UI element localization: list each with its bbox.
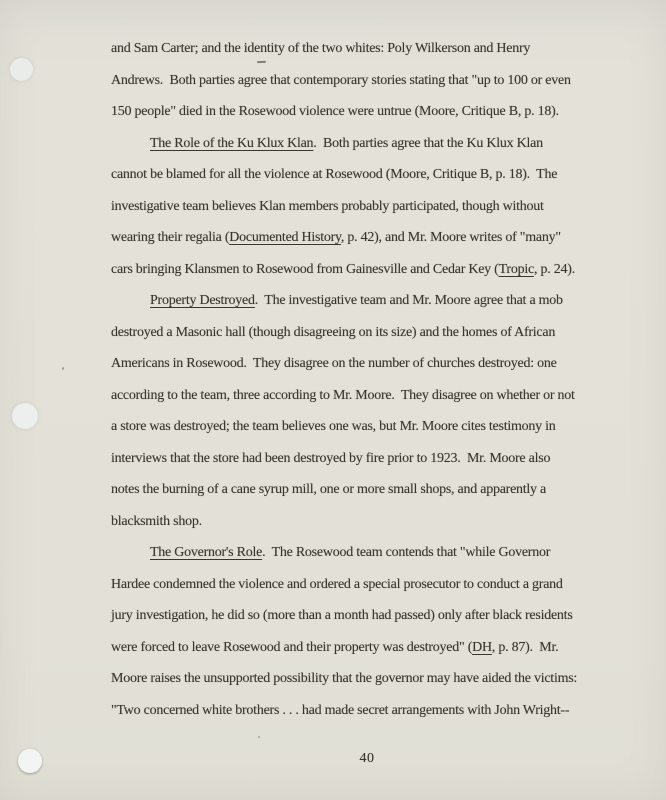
text-line xyxy=(111,474,627,506)
body-text: investigative team believes Klan members probably participated, though without xyxy=(111,198,544,214)
body-text: Americans in Rosewood. They disagree on the number of churches destroyed: one xyxy=(111,356,557,371)
text-line xyxy=(111,254,627,286)
body-text: according to the team, three according to Mr. Moore. They disagree on whether or not xyxy=(111,387,575,403)
body-text: were forced to leave Rosewood and their property was destroyed" ( xyxy=(111,639,473,655)
underlined-heading-text: Tropic xyxy=(498,261,534,277)
text-line xyxy=(111,96,627,128)
body-text: Hardee condemned the violence and ordered a special prosecutor to conduct a grand xyxy=(111,576,563,592)
text-line xyxy=(111,632,627,664)
body-text: Andrews. Both parties agree that contemporary stories stating that "up to 100 or even xyxy=(111,72,571,88)
body-text: blacksmith shop. xyxy=(111,513,202,529)
text-line xyxy=(111,159,627,191)
body-text: 150 people" died in the Rosewood violence were untrue (Moore, Critique B, p. 18). xyxy=(111,104,559,119)
body-text: wearing their regalia ( xyxy=(111,230,230,245)
body-text: . Both parties agree that the Ku Klux Klan xyxy=(313,135,543,151)
text-line xyxy=(111,317,627,349)
hole-punch-bottom xyxy=(18,749,42,773)
underlined-heading-text: Property Destroyed xyxy=(150,293,255,308)
text-line xyxy=(111,443,627,475)
text-line xyxy=(111,65,627,97)
text-line xyxy=(111,663,627,695)
body-text: and Sam Carter; and the identity of the two whites: Poly Wilkerson and Henry xyxy=(111,41,531,56)
scan-artifact-speck xyxy=(258,736,260,738)
underlined-heading-text: The Role of the Ku Klux Klan xyxy=(150,135,314,151)
body-text: Moore raises the unsupported possibility that the governor may have aided the victims: xyxy=(111,671,578,686)
text-line xyxy=(111,128,627,160)
body-text: , p. 24). xyxy=(533,261,575,277)
text-line xyxy=(111,506,627,538)
body-text: , p. 87). Mr. xyxy=(491,639,559,655)
text-line xyxy=(111,33,627,65)
body-text: "Two concerned white brothers . . . had made secret arrangements with John Wright-- xyxy=(111,702,570,718)
text-line xyxy=(111,222,627,254)
body-text: jury investigation, he did so (more than a month had passed) only after black residents xyxy=(111,608,573,623)
scan-artifact-speck xyxy=(62,367,64,370)
hole-punch-middle xyxy=(12,403,38,429)
hole-punch-top xyxy=(10,58,33,81)
body-text: destroyed a Masonic hall (though disagreeing on its size) and the homes of African xyxy=(111,324,556,340)
body-text: . The investigative team and Mr. Moore agree that a mob xyxy=(254,293,563,308)
text-line xyxy=(111,695,627,727)
body-text: cannot be blamed for all the violence at Rosewood (Moore, Critique B, p. 18). The xyxy=(111,167,558,182)
body-text: notes the burning of a cane syrup mill, one or more small shops, and apparently a xyxy=(111,482,547,497)
text-line xyxy=(111,380,627,412)
underlined-heading-text: The Governor's Role xyxy=(150,545,263,560)
underlined-heading-text: Documented History xyxy=(229,230,341,245)
text-line xyxy=(111,411,627,443)
body-text: . The Rosewood team contends that "while Governor xyxy=(262,545,551,560)
body-text: cars bringing Klansmen to Rosewood from Gainesville and Cedar Key ( xyxy=(111,261,499,277)
page-number: 40 xyxy=(359,751,375,766)
body-text: , p. 42), and Mr. Moore writes of "many" xyxy=(340,230,561,245)
text-line xyxy=(111,285,627,317)
body-text: a store was destroyed; the team believes one was, but Mr. Moore cites testimony in xyxy=(111,419,556,434)
text-line xyxy=(111,569,627,601)
underlined-heading-text: DH xyxy=(472,639,492,655)
text-line xyxy=(111,348,627,380)
body-text: interviews that the store had been destroyed by fire prior to 1923. Mr. Moore also xyxy=(111,450,551,466)
text-line xyxy=(111,537,627,569)
text-block xyxy=(111,33,627,726)
text-line xyxy=(111,600,627,632)
text-line xyxy=(111,191,627,223)
